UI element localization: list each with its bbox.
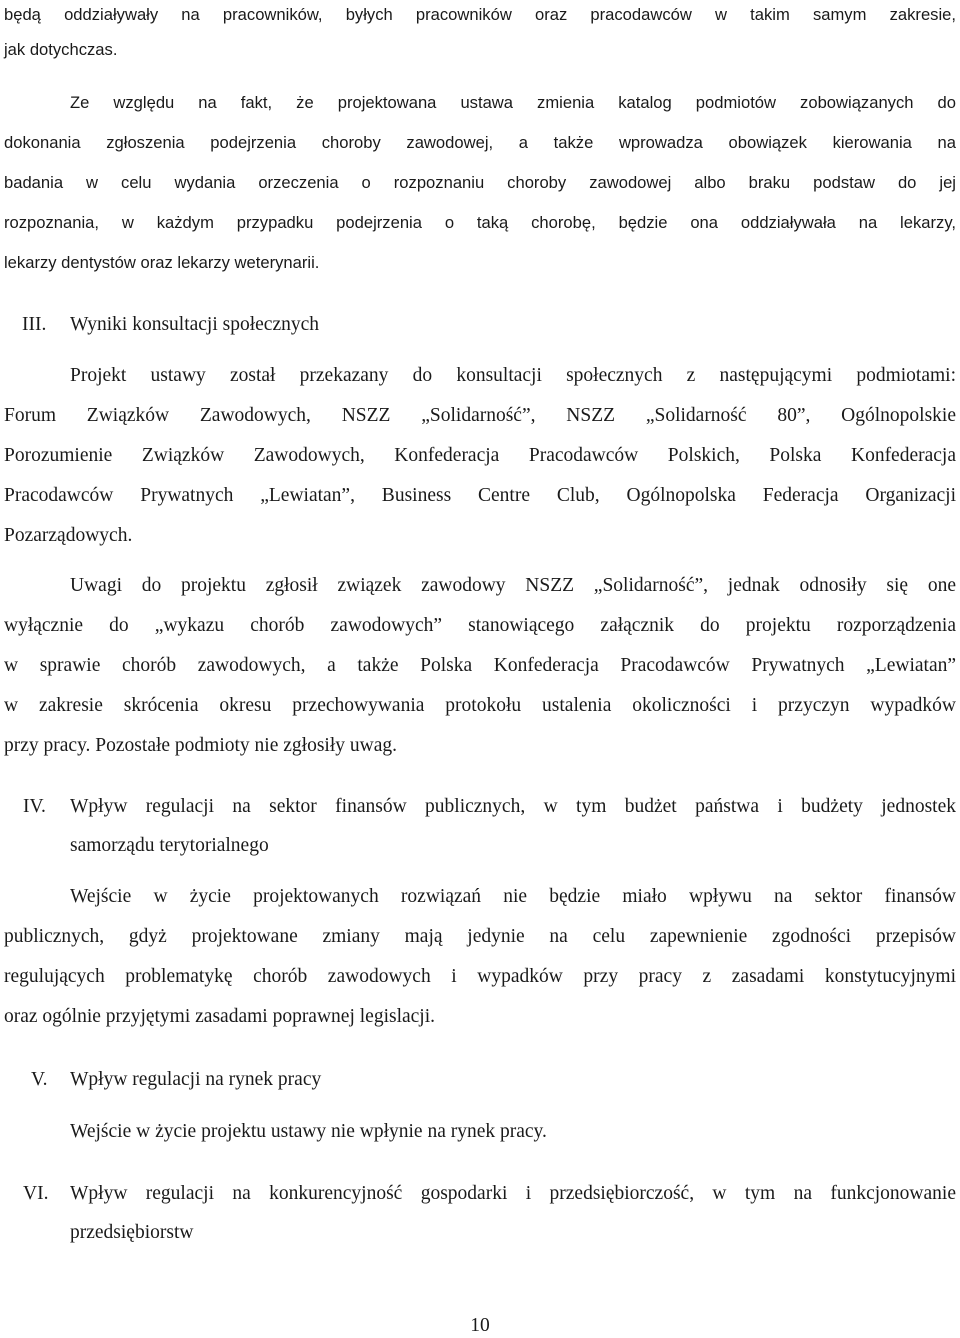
paragraph-line: Porozumienie Związków Zawodowych, Konfederacja Pracodawców Polskich, Polska Konfederacja: [4, 445, 956, 466]
paragraph-line: rozpoznania, w każdym przypadku podejrzenia o taką chorobę, będzie ona oddziaływała na lekarzy,: [4, 213, 956, 232]
paragraph-line: w zakresie skrócenia okresu przechowywania protokołu ustalenia okoliczności i przyczyn wypadków: [4, 695, 956, 716]
section-numeral: V.: [31, 1069, 48, 1090]
section-heading: przedsiębiorstw: [70, 1222, 194, 1243]
paragraph-line: oraz ogólnie przyjętymi zasadami poprawnej legislacji.: [4, 1006, 436, 1027]
paragraph-line: Pozarządowych.: [4, 525, 133, 546]
paragraph-line: badania w celu wydania orzeczenia o rozpoznaniu choroby zawodowej albo braku podstaw do jej: [4, 173, 956, 192]
paragraph-line: regulujących problematykę chorób zawodowych i wypadków przy pracy z zasadami konstytucyjnymi: [4, 966, 956, 987]
paragraph-line: przy pracy. Pozostałe podmioty nie zgłosiły uwag.: [4, 735, 397, 756]
section-numeral: IV.: [23, 796, 46, 817]
section-numeral: III.: [22, 314, 47, 335]
paragraph-line: Forum Związków Zawodowych, NSZZ „Solidarność”, NSZZ „Solidarność 80”, Ogólnopolskie: [4, 405, 956, 426]
page-number: 10: [470, 1315, 490, 1336]
paragraph-line: Wejście w życie projektowanych rozwiązań nie będzie miało wpływu na sektor finansów: [70, 886, 956, 907]
section-heading: Wyniki konsultacji społecznych: [70, 314, 320, 335]
paragraph-line: Ze względu na fakt, że projektowana ustawa zmienia katalog podmiotów zobowiązanych do: [70, 93, 956, 112]
paragraph-line: publicznych, gdyż projektowane zmiany mają jedynie na celu zapewnienie zgodności przepisów: [4, 926, 956, 947]
paragraph-line: będą oddziaływały na pracowników, byłych pracowników oraz pracodawców w takim samym zakresie,: [4, 5, 956, 24]
section-heading: Wpływ regulacji na konkurencyjność gospodarki i przedsiębiorczość, w tym na funkcjonowanie: [70, 1183, 956, 1204]
section-heading: samorządu terytorialnego: [70, 835, 269, 856]
paragraph-line: w sprawie chorób zawodowych, a także Polska Konfederacja Pracodawców Prywatnych „Lewiatan”: [4, 655, 956, 676]
paragraph-line: Uwagi do projektu zgłosił związek zawodowy NSZZ „Solidarność”, jednak odnosiły się one: [70, 575, 956, 596]
section-heading: Wpływ regulacji na rynek pracy: [70, 1069, 322, 1090]
paragraph-line: wyłącznie do „wykazu chorób zawodowych” stanowiącego załącznik do projektu rozporządzenia: [4, 615, 956, 636]
paragraph-line: Pracodawców Prywatnych „Lewiatan”, Business Centre Club, Ogólnopolska Federacja Organizacji: [4, 485, 956, 506]
section-heading: Wpływ regulacji na sektor finansów publicznych, w tym budżet państwa i budżety jednostek: [70, 796, 956, 817]
paragraph-line: Wejście w życie projektu ustawy nie wpłynie na rynek pracy.: [70, 1121, 547, 1142]
paragraph-line: lekarzy dentystów oraz lekarzy weterynarii.: [4, 253, 320, 272]
paragraph-line: dokonania zgłoszenia podejrzenia choroby zawodowej, a także wprowadza obowiązek kierowania na: [4, 133, 956, 152]
paragraph-line: jak dotychczas.: [4, 40, 118, 59]
paragraph-line: Projekt ustawy został przekazany do konsultacji społecznych z następującymi podmiotami:: [70, 365, 956, 386]
section-numeral: VI.: [23, 1183, 49, 1204]
